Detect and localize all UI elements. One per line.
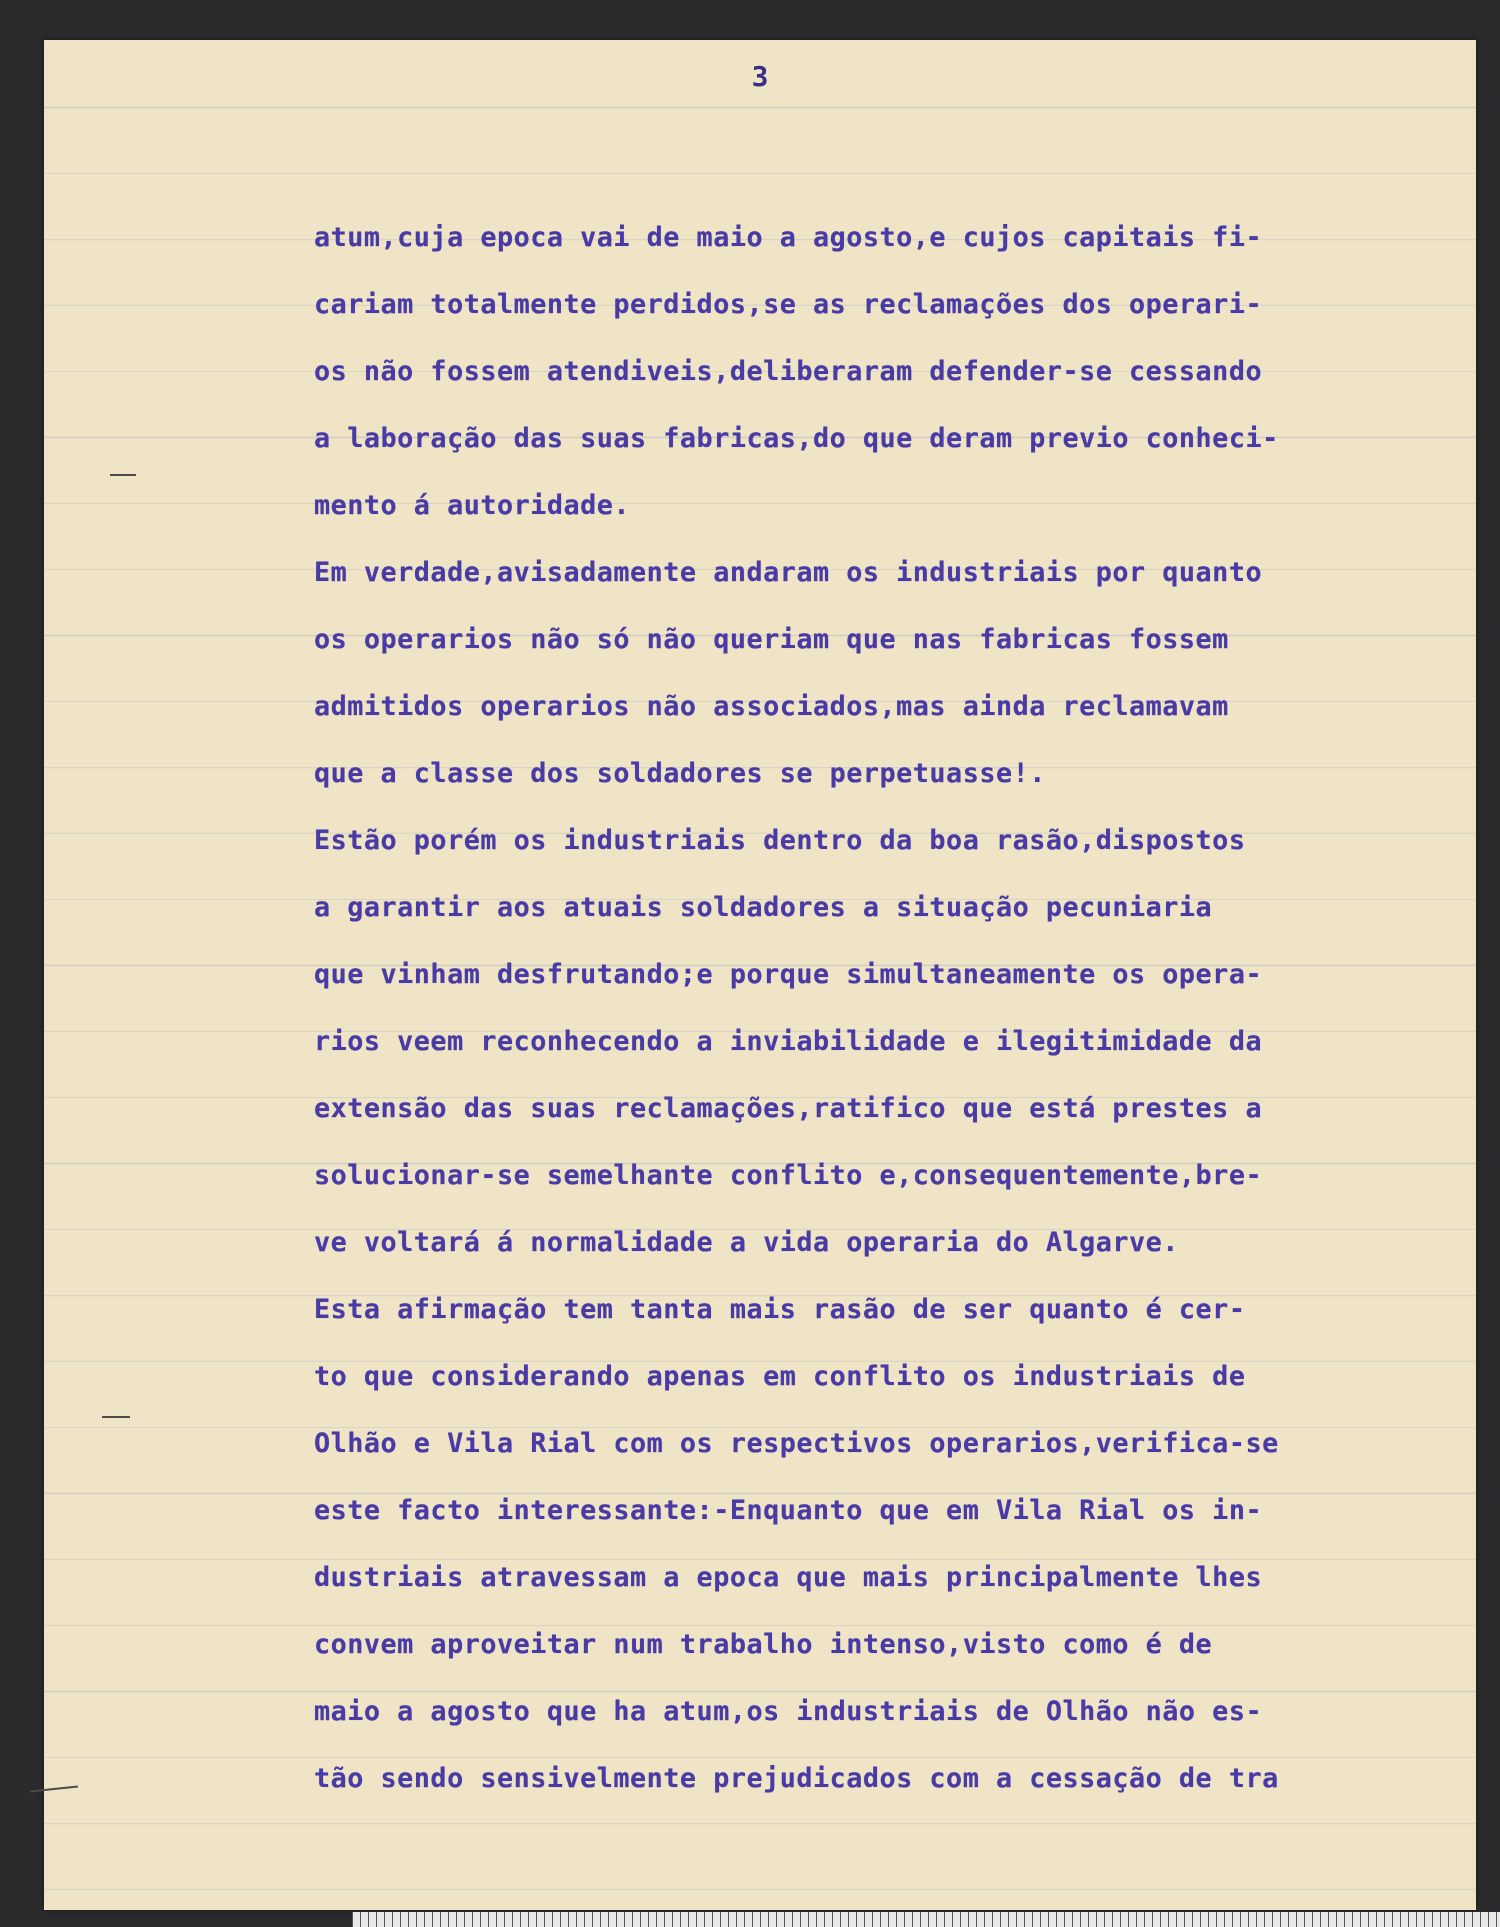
text-line: a laboração das suas fabricas,do que deram previo conheci-	[314, 423, 1279, 454]
document-page	[44, 40, 1476, 1910]
text-line: mento á autoridade.	[314, 490, 631, 521]
text-line: rios veem reconhecendo a inviabilidade e ilegitimidade da	[314, 1026, 1263, 1057]
margin-mark	[110, 474, 136, 476]
text-line: os não fossem atendiveis,deliberaram defender-se cessando	[314, 356, 1263, 387]
text-line: dustriais atravessam a epoca que mais principalmente lhes	[314, 1562, 1263, 1593]
margin-mark	[30, 1785, 78, 1792]
text-line: solucionar-se semelhante conflito e,consequentemente,bre-	[314, 1160, 1263, 1191]
text-line: a garantir aos atuais soldadores a situação pecuniaria	[314, 892, 1213, 923]
text-line: ve voltará á normalidade a vida operaria do Algarve.	[314, 1227, 1179, 1258]
text-line: extensão das suas reclamações,ratifico que está prestes a	[314, 1093, 1263, 1124]
text-line: Olhão e Vila Rial com os respectivos operarios,verifica-se	[314, 1428, 1279, 1459]
text-line: Esta afirmação tem tanta mais rasão de ser quanto é cer-	[314, 1294, 1246, 1325]
text-line: Estão porém os industriais dentro da boa rasão,dispostos	[314, 825, 1246, 856]
text-line: to que considerando apenas em conflito os industriais de	[314, 1361, 1246, 1392]
text-line: tão sendo sensivelmente prejudicados com a cessação de tra	[314, 1763, 1279, 1794]
text-line: atum,cuja epoca vai de maio a agosto,e cujos capitais fi-	[314, 222, 1263, 253]
page-number: 3	[751, 60, 769, 93]
text-line: este facto interessante:-Enquanto que em Vila Rial os in-	[314, 1495, 1263, 1526]
text-line: cariam totalmente perdidos,se as reclamações dos operari-	[314, 289, 1263, 320]
margin-mark	[102, 1416, 130, 1418]
text-line: admitidos operarios não associados,mas ainda reclamavam	[314, 691, 1229, 722]
text-line: que vinham desfrutando;e porque simultaneamente os opera-	[314, 959, 1263, 990]
text-line: que a classe dos soldadores se perpetuasse!.	[314, 758, 1046, 789]
text-line: os operarios não só não queriam que nas fabricas fossem	[314, 624, 1229, 655]
typed-text-body	[314, 204, 1474, 1812]
text-line: maio a agosto que ha atum,os industriais de Olhão não es-	[314, 1696, 1263, 1727]
scan-scale-ruler	[352, 1912, 1500, 1927]
text-line: Em verdade,avisadamente andaram os industriais por quanto	[314, 557, 1263, 588]
text-line: convem aproveitar num trabalho intenso,visto como é de	[314, 1629, 1213, 1660]
